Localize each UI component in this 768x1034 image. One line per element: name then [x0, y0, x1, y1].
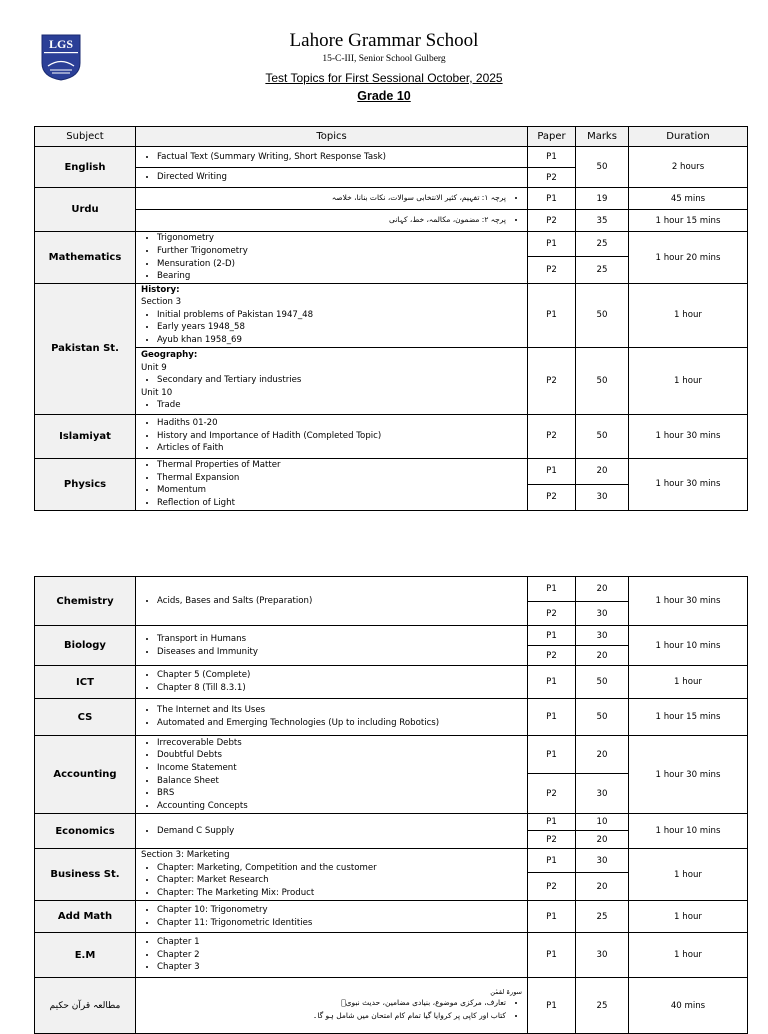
list-item: • Acids, Bases and Salts (Preparation): [157, 595, 522, 608]
marks-cell: 10: [576, 814, 629, 831]
duration-cell: 1 hour: [629, 347, 748, 414]
table-row: [35, 458, 748, 484]
paper-cell: P1: [528, 666, 576, 699]
grade-title-text: Grade 10: [357, 89, 411, 103]
duration-cell: 1 hour: [629, 933, 748, 978]
list-item: • Ayub khan 1958_69: [157, 334, 522, 347]
list-item: • Chapter 3: [157, 961, 522, 974]
duration-cell: 1 hour 15 mins: [629, 699, 748, 736]
marks-cell: 25: [576, 901, 629, 933]
marks-cell: 25: [576, 232, 629, 257]
paper-cell: P1: [528, 284, 576, 348]
subject-urdu: Urdu: [35, 188, 136, 232]
list-item: • Irrecoverable Debts: [157, 737, 522, 750]
paper-cell: P2: [528, 646, 576, 666]
list-item: • Bearing: [157, 270, 522, 283]
marks-cell: 20: [576, 831, 629, 849]
list-item: • Chapter: The Marketing Mix: Product: [157, 887, 522, 900]
marks-cell: 25: [576, 978, 629, 1034]
paper-cell: P2: [528, 831, 576, 849]
topic-cell: [136, 458, 528, 510]
marks-cell: 30: [576, 849, 629, 873]
duration-cell: 1 hour 10 mins: [629, 626, 748, 666]
list-item: • کتاب اور کاپی پر کروایا گیا تمام کام امتحان میں شامل ہو گا۔: [141, 1010, 506, 1023]
topic-cell: [136, 147, 528, 168]
paper-cell: P1: [528, 458, 576, 484]
list-item: • Factual Text (Summary Writing, Short Response Task): [157, 151, 522, 164]
paper-cell: P1: [528, 232, 576, 257]
marks-cell: 50: [576, 666, 629, 699]
subject-islamiyat: Islamiyat: [35, 414, 136, 458]
paper-cell: P1: [528, 736, 576, 774]
paper-cell: P1: [528, 933, 576, 978]
subject-english: English: [35, 147, 136, 188]
duration-cell: 45 mins: [629, 188, 748, 210]
paper-cell: P1: [528, 147, 576, 168]
marks-cell: 20: [576, 873, 629, 901]
table-row: [35, 347, 748, 414]
list-item: • Secondary and Tertiary industries: [157, 374, 522, 387]
list-item: • Early years 1948_58: [157, 321, 522, 334]
list-item: • Accounting Concepts: [157, 800, 522, 813]
list-item: • Balance Sheet: [157, 775, 522, 788]
marks-cell: 30: [576, 774, 629, 814]
list-item: • Chapter 2: [157, 949, 522, 962]
col-paper: Paper: [528, 127, 576, 147]
topic-cell: [136, 232, 528, 284]
list-item: • Chapter: Marketing, Competition and the customer: [157, 862, 522, 875]
topic-cell: [136, 577, 528, 626]
list-item: • Chapter 11: Trigonometric Identities: [157, 917, 522, 930]
list-item: • Transport in Humans: [157, 633, 522, 646]
topic-cell: [136, 978, 528, 1034]
table-row: [35, 666, 748, 699]
subject-quran-studies: مطالعہ قرآن حکیم: [35, 978, 136, 1034]
subject-business-studies: Business St.: [35, 849, 136, 901]
subject-pakistan-studies: Pakistan St.: [35, 284, 136, 415]
marks-cell: 50: [576, 347, 629, 414]
col-duration: Duration: [629, 127, 748, 147]
marks-cell: 20: [576, 646, 629, 666]
section-label: Section 3: Marketing: [141, 850, 230, 861]
table-row: [35, 978, 748, 1034]
marks-cell: 30: [576, 602, 629, 626]
list-item: • BRS: [157, 787, 522, 800]
marks-cell: 20: [576, 736, 629, 774]
paper-cell: P2: [528, 484, 576, 510]
paper-cell: P2: [528, 168, 576, 188]
topics-table-2: [34, 576, 748, 1034]
paper-cell: P1: [528, 849, 576, 873]
marks-cell: 30: [576, 484, 629, 510]
paper-cell: P2: [528, 210, 576, 232]
duration-cell: 1 hour: [629, 901, 748, 933]
table-row: [35, 414, 748, 458]
list-item: • Chapter: Market Research: [157, 874, 522, 887]
list-item: • Initial problems of Pakistan 1947_48: [157, 309, 522, 322]
paper-cell: P1: [528, 978, 576, 1034]
paper-cell: P1: [528, 901, 576, 933]
subject-cs: CS: [35, 699, 136, 736]
geography-heading: Geography:: [141, 350, 198, 361]
subject-add-math: Add Math: [35, 901, 136, 933]
table-row: [35, 849, 748, 873]
list-item: • Reflection of Light: [157, 497, 522, 510]
subject-chemistry: Chemistry: [35, 577, 136, 626]
duration-cell: 40 mins: [629, 978, 748, 1034]
table-row: [35, 736, 748, 774]
table-row: [35, 232, 748, 257]
school-name: Lahore Grammar School: [289, 30, 479, 51]
subject-mathematics: Mathematics: [35, 232, 136, 284]
table-row: [35, 901, 748, 933]
marks-cell: 50: [576, 147, 629, 188]
subject-biology: Biology: [35, 626, 136, 666]
marks-cell: 30: [576, 626, 629, 646]
list-item: • The Internet and Its Uses: [157, 704, 522, 717]
table-row: [35, 933, 748, 978]
list-item: • Chapter 8 (Till 8.3.1): [157, 682, 522, 695]
topic-cell: [136, 210, 528, 232]
duration-cell: 1 hour 10 mins: [629, 814, 748, 849]
subject-physics: Physics: [35, 458, 136, 510]
list-item: • Demand C Supply: [157, 825, 522, 838]
list-item: • Articles of Faith: [157, 442, 522, 455]
duration-cell: 1 hour 30 mins: [629, 577, 748, 626]
table-row: [35, 699, 748, 736]
col-subject: Subject: [35, 127, 136, 147]
topic-cell: [136, 849, 528, 901]
duration-cell: 1 hour: [629, 666, 748, 699]
duration-cell: 1 hour 30 mins: [629, 736, 748, 814]
paper-cell: P2: [528, 602, 576, 626]
list-item: • Income Statement: [157, 762, 522, 775]
marks-cell: 25: [576, 257, 629, 284]
duration-cell: 1 hour 30 mins: [629, 414, 748, 458]
topic-cell: [136, 284, 528, 348]
duration-cell: 1 hour 20 mins: [629, 232, 748, 284]
duration-cell: 1 hour: [629, 849, 748, 901]
subject-ict: ICT: [35, 666, 136, 699]
paper-cell: P1: [528, 577, 576, 602]
list-item: • Automated and Emerging Technologies (Up to including Robotics): [157, 717, 522, 730]
grade-title: [0, 89, 768, 103]
topic-cell: [136, 736, 528, 814]
topic-cell: [136, 814, 528, 849]
table-row: [35, 626, 748, 646]
list-item: • Thermal Expansion: [157, 472, 522, 485]
col-marks: Marks: [576, 127, 629, 147]
logo-text: LGS: [48, 37, 74, 51]
paper-cell: P2: [528, 347, 576, 414]
paper-cell: P1: [528, 699, 576, 736]
topic-cell: [136, 347, 528, 414]
paper-cell: P1: [528, 814, 576, 831]
col-topics: Topics: [136, 127, 528, 147]
topics-table-1: [34, 126, 748, 511]
list-item: • Chapter 5 (Complete): [157, 669, 522, 682]
list-item: • پرچہ ۱: تفہیم، کثیر الانتخابی سوالات، نکات بنانا، خلاصہ: [141, 192, 506, 205]
list-item: • Diseases and Immunity: [157, 646, 522, 659]
topic-cell: [136, 414, 528, 458]
marks-cell: 20: [576, 458, 629, 484]
table-row: [35, 577, 748, 602]
table-row: [35, 188, 748, 210]
paper-cell: P2: [528, 414, 576, 458]
list-item: • Momentum: [157, 484, 522, 497]
list-item: • Hadiths 01-20: [157, 417, 522, 430]
table-row: [35, 284, 748, 348]
history-heading: History:: [141, 285, 180, 295]
duration-cell: 1 hour: [629, 284, 748, 348]
marks-cell: 20: [576, 577, 629, 602]
list-item: • Thermal Properties of Matter: [157, 459, 522, 472]
list-item: • پرچہ ۲: مضمون، مکالمہ، خط، کہانی: [141, 214, 506, 227]
topic-cell: [136, 901, 528, 933]
marks-cell: 19: [576, 188, 629, 210]
document-title-text: Test Topics for First Sessional October, 2025: [265, 71, 503, 85]
marks-cell: 50: [576, 414, 629, 458]
topic-cell: [136, 933, 528, 978]
list-item: • Mensuration (2-D): [157, 258, 522, 271]
topic-cell: [136, 168, 528, 188]
table-row: [35, 814, 748, 831]
paper-cell: P2: [528, 873, 576, 901]
paper-cell: P1: [528, 188, 576, 210]
document-title: [0, 71, 768, 85]
school-address: 15-C-III, Senior School Gulberg: [322, 54, 446, 64]
topic-cell: [136, 626, 528, 666]
surah-heading: سورۃ لقمٰن: [490, 988, 522, 997]
paper-cell: P1: [528, 626, 576, 646]
section-label: Section 3: [141, 297, 182, 308]
subject-accounting: Accounting: [35, 736, 136, 814]
topic-cell: [136, 188, 528, 210]
topic-cell: [136, 699, 528, 736]
duration-cell: 2 hours: [629, 147, 748, 188]
duration-cell: 1 hour 15 mins: [629, 210, 748, 232]
marks-cell: 50: [576, 284, 629, 348]
table-header-row: [35, 127, 748, 147]
paper-cell: P2: [528, 774, 576, 814]
unit-label: Unit 9: [141, 362, 167, 373]
marks-cell: 35: [576, 210, 629, 232]
list-item: • Trade: [157, 399, 522, 412]
marks-cell: 50: [576, 699, 629, 736]
subject-economics: Economics: [35, 814, 136, 849]
duration-cell: 1 hour 30 mins: [629, 458, 748, 510]
list-item: • تعارف، مرکزی موضوع، بنیادی مضامین، حدیث نبویؐ: [141, 997, 506, 1010]
list-item: • History and Importance of Hadith (Completed Topic): [157, 430, 522, 443]
list-item: • Chapter 1: [157, 936, 522, 949]
marks-cell: 30: [576, 933, 629, 978]
topic-cell: [136, 666, 528, 699]
list-item: • Chapter 10: Trigonometry: [157, 904, 522, 917]
unit-label: Unit 10: [141, 387, 173, 398]
list-item: • Doubtful Debts: [157, 749, 522, 762]
table-row: [35, 147, 748, 168]
list-item: • Directed Writing: [157, 171, 522, 184]
subject-em: E.M: [35, 933, 136, 978]
paper-cell: P2: [528, 257, 576, 284]
list-item: • Further Trigonometry: [157, 245, 522, 258]
table-row: [35, 210, 748, 232]
list-item: • Trigonometry: [157, 232, 522, 245]
